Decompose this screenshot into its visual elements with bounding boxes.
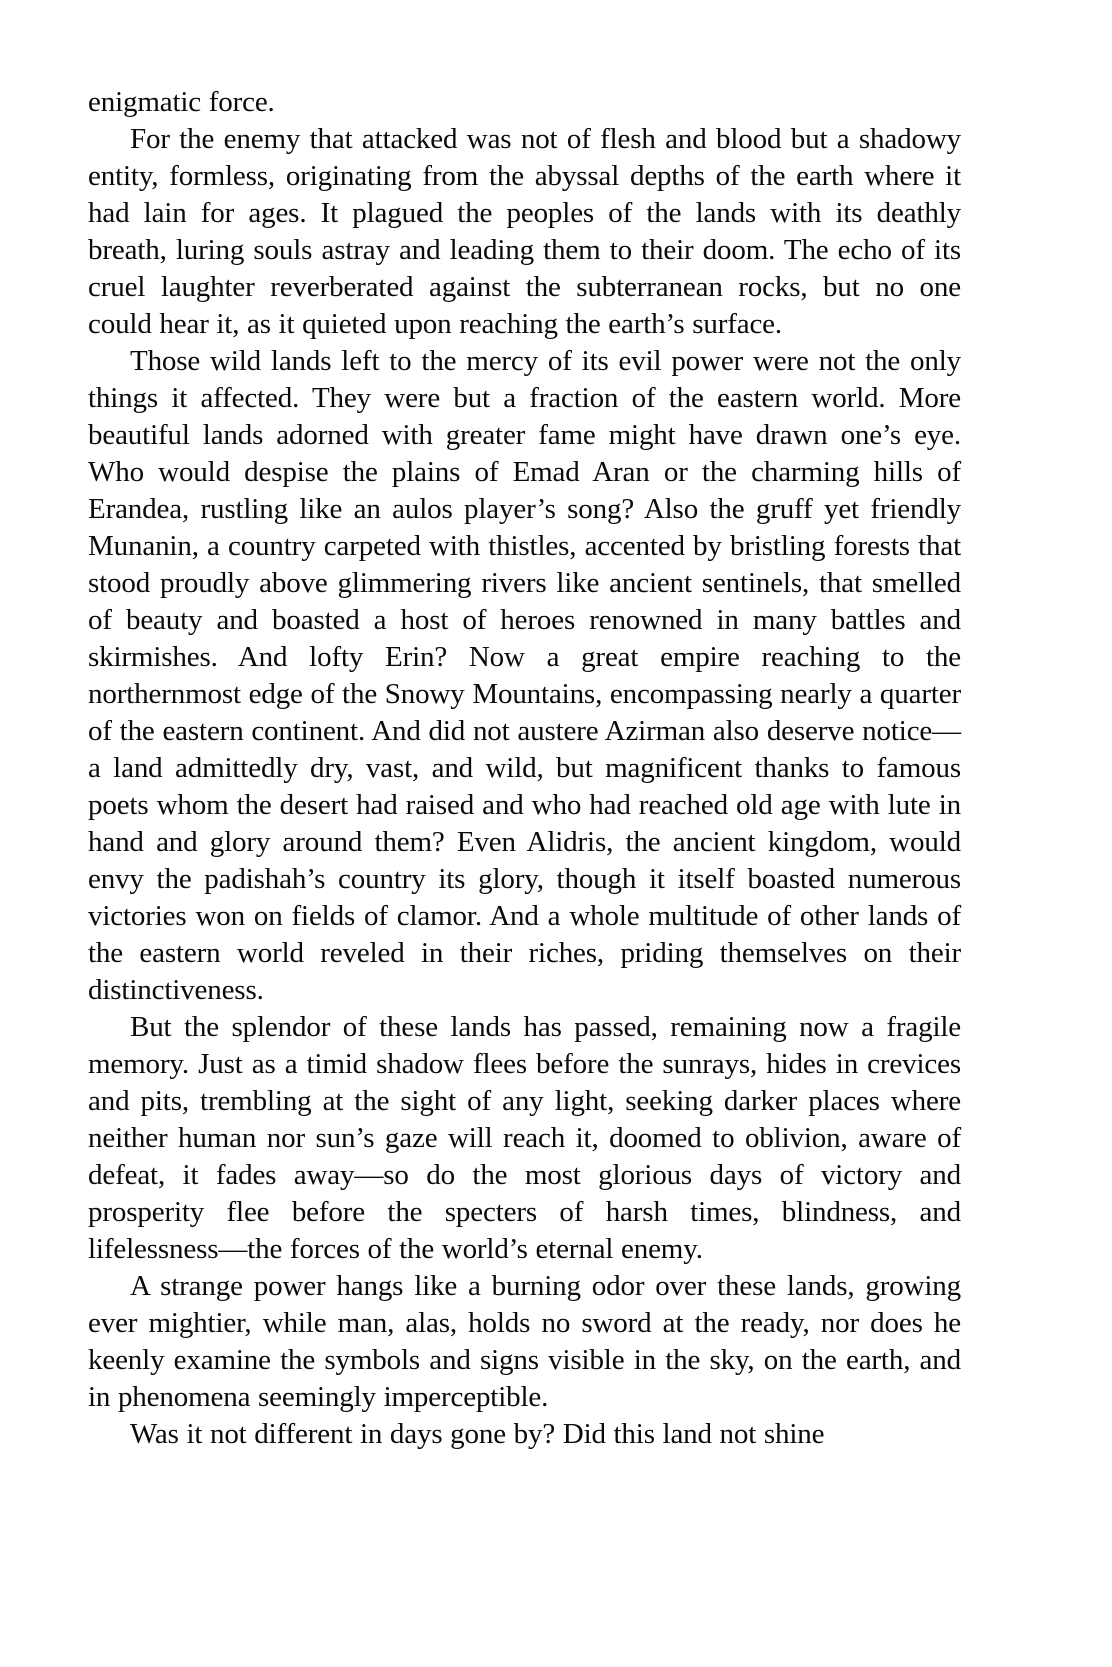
paragraph: enigmatic force. xyxy=(88,86,275,118)
paragraph: Those wild lands left to the mercy of its evil power were not the only things it affected. They were but a fraction of the eastern world. More beautiful lands adorned with greater fame might have drawn one’s eye. Who would despise the plains of Emad Aran or the charming hills of Erandea, rustling like an aulos player’s song? Also the gruff yet friendly Munanin, a country carpeted with thistles, accented by bristling forests that stood proudly above glimmering rivers like ancient sentinels, that smelled of beauty and boasted a host of heroes renowned in many battles and skirmishes. And lofty Erin? Now a great empire reaching to the northernmost edge of the Snowy Mountains, encompassing nearly a quarter of the eastern continent. And did not austere Azirman also deserve notice—a land admittedly dry, vast, and wild, but magnificent thanks to famous poets whom the desert had raised and who had reached old age with lute in hand and glory around them? Even Alidris, the ancient kingdom, would envy the padishah’s country its glory, though it itself boasted numerous victories won on fields of clamor. And a whole multitude of other lands of the eastern world reveled in their riches, priding themselves on their distinctiveness. xyxy=(88,345,961,1006)
paragraph: A strange power hangs like a burning odor over these lands, growing ever mightier, while man, alas, holds no sword at the ready, nor does he keenly examine the symbols and signs visible in the sky, on the earth, and in phenomena seemingly imperceptible. xyxy=(88,1270,961,1413)
paragraph: For the enemy that attacked was not of flesh and blood but a shadowy entity, formless, originating from the abyssal depths of the earth where it had lain for ages. It plagued the peoples of the lands with its deathly breath, luring souls astray and leading them to their doom. The echo of its cruel laughter reverberated against the subterranean rocks, but no one could hear it, as it quieted upon reaching the earth’s surface. xyxy=(88,123,961,340)
book-page-text xyxy=(88,84,961,1453)
paragraph: But the splendor of these lands has passed, remaining now a fragile memory. Just as a timid shadow flees before the sunrays, hides in crevices and pits, trembling at the sight of any light, seeking darker places where neither human nor sun’s gaze will reach it, doomed to oblivion, aware of defeat, it fades away—so do the most glorious days of victory and prosperity flee before the specters of harsh times, blindness, and lifelessness—the forces of the world’s eternal enemy. xyxy=(88,1011,961,1265)
paragraph: Was it not different in days gone by? Did this land not shine xyxy=(130,1418,825,1450)
